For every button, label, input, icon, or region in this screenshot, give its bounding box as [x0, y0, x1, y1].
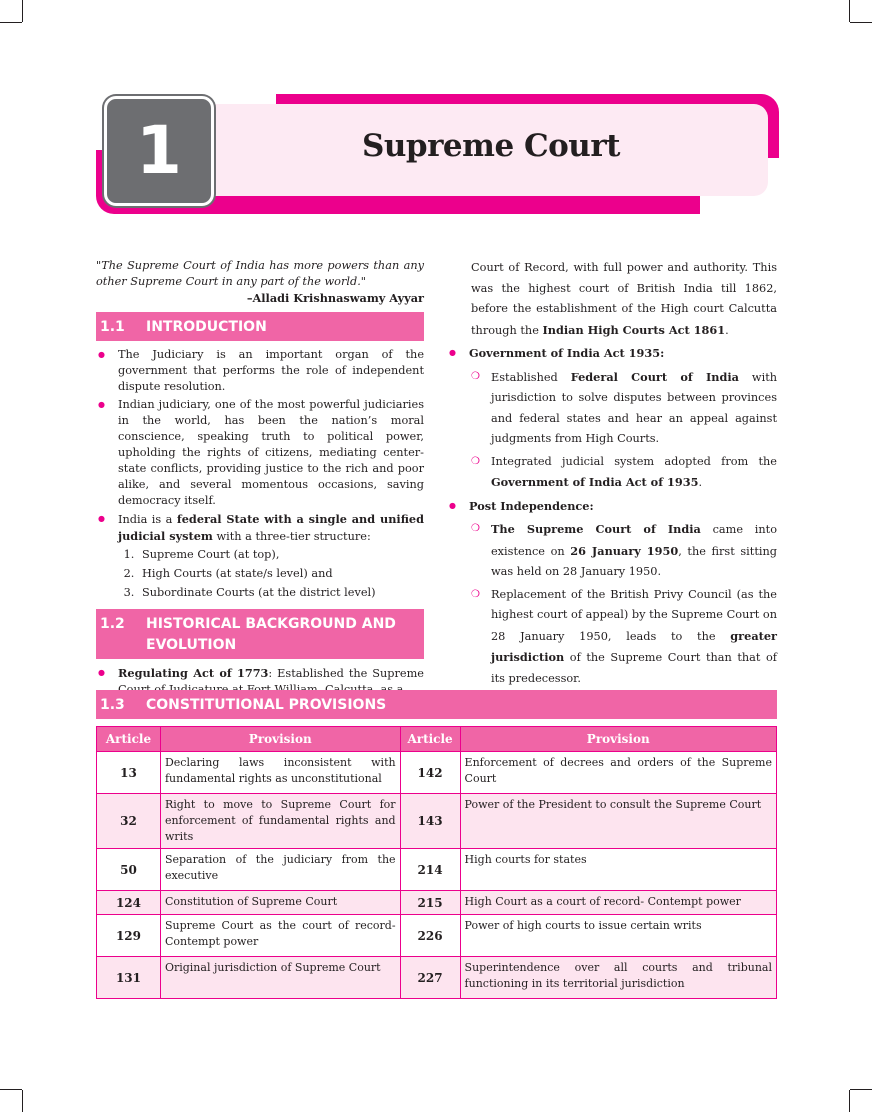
section-number: 1.3	[100, 697, 125, 713]
provision-cell: Original jurisdiction of Supreme Court	[160, 957, 400, 999]
epigraph-quote: "The Supreme Court of India has more powers than any other Supreme Court in any part of the world."	[96, 259, 424, 288]
epigraph-author: –Alladi Krishnaswamy Ayyar	[246, 291, 424, 305]
crop-mark	[850, 22, 872, 23]
section-heading-introduction	[96, 312, 424, 341]
section-title: CONSTITUTIONAL PROVISIONS	[146, 697, 387, 713]
list-item: 2. High Courts (at state/s level) and	[138, 566, 424, 582]
crop-mark	[22, 0, 23, 22]
table-header-row	[97, 727, 777, 752]
table-row	[97, 794, 777, 849]
provision-cell: Constitution of Supreme Court	[160, 891, 400, 915]
crop-mark	[849, 1090, 850, 1112]
article-cell: 226	[400, 915, 460, 957]
list-item: ● The Judiciary is an important organ of the government that performs the role of independent dispute resolution.	[96, 347, 424, 395]
provision-cell: Enforcement of decrees and orders of the Supreme Court	[460, 752, 776, 794]
column-header: Provision	[160, 727, 400, 752]
article-cell: 131	[97, 957, 161, 999]
provision-cell: Separation of the judiciary from the executive	[160, 849, 400, 891]
provision-cell: Superintendence over all courts and tribunal functioning in its territorial jurisdiction	[460, 957, 776, 999]
table-row	[97, 849, 777, 891]
table-row	[97, 752, 777, 794]
chapter-title: Supreme Court	[361, 128, 620, 164]
section-heading-provisions	[96, 690, 777, 719]
list-item: ● Regulating Act of 1773: Established the Supreme	[96, 665, 424, 698]
column-header: Article	[97, 727, 161, 752]
provision-cell: Right to move to Supreme Court for enforcement of fundamental rights and writs	[160, 794, 400, 849]
article-cell: 50	[97, 849, 161, 891]
article-cell: 142	[400, 752, 460, 794]
crop-mark	[0, 22, 22, 23]
table-row	[97, 915, 777, 957]
table-row	[97, 891, 777, 915]
column-header: Article	[400, 727, 460, 752]
history-continuation: Court of Record, with full power and authority. This was the highest court of British India till 1862, before the establishment of the High court Calcutta through the Indian High Courts Act 1861.	[471, 261, 777, 337]
section-number: 1.1	[100, 319, 125, 335]
tier-list	[118, 547, 424, 601]
provision-cell: High Court as a court of record- Contempt power	[460, 891, 776, 915]
left-column	[96, 258, 424, 700]
article-cell: 13	[97, 752, 161, 794]
crop-mark	[850, 1089, 872, 1090]
table-row	[97, 957, 777, 999]
provision-cell: Power of the President to consult the Supreme Court	[460, 794, 776, 849]
article-cell: 143	[400, 794, 460, 849]
intro-list	[96, 347, 424, 601]
crop-mark	[849, 0, 850, 22]
section-heading-history	[96, 609, 424, 659]
crop-mark	[22, 1090, 23, 1112]
article-cell: 227	[400, 957, 460, 999]
history-list-continued	[447, 343, 777, 724]
article-cell: 215	[400, 891, 460, 915]
list-item: 3. Subordinate Courts (at the district level)	[138, 585, 424, 601]
provision-cell: Supreme Court as the court of record- Contempt power	[160, 915, 400, 957]
provision-cell: Declaring laws inconsistent with fundamental rights as unconstitutional	[160, 752, 400, 794]
list-item: 1. Supreme Court (at top),	[138, 547, 424, 563]
list-item: ❍ Integrated judicial system adopted from the Government of India Act of 1935.	[469, 452, 777, 494]
right-column	[447, 258, 777, 726]
provision-cell: Power of high courts to issue certain writs	[460, 915, 776, 957]
list-item: ❍ Replacement of the British Privy Council (as the highest court of appeal) by the Supreme Court on 28 January 1950, leads to the greater jurisdiction of the Supreme Court than that of its predecessor.	[469, 585, 777, 690]
provisions-table	[96, 726, 777, 999]
list-item: ❍ The Supreme Court of India came into existence on 26 January 1950, the first sitting was held on 28 January 1950.	[469, 519, 777, 583]
sub-list	[469, 367, 777, 494]
section-title: HISTORICAL BACKGROUND AND EVOLUTION	[146, 616, 396, 653]
section-title: INTRODUCTION	[146, 319, 267, 335]
section-number: 1.2	[100, 616, 125, 632]
crop-mark	[0, 1089, 22, 1090]
sub-list	[469, 519, 777, 689]
column-header: Provision	[460, 727, 776, 752]
list-item: ● India is a federal State with a single and unified judicial system with a three-tier structure: 1. Supreme Court (at top), 2. High Courts (at state/s level) and 3. Subordinate Courts (at the district level)	[96, 511, 424, 601]
provision-cell: High courts for states	[460, 849, 776, 891]
list-item: ● Government of India Act 1935: ❍ Established Federal Court of India with jurisdiction to solve disputes between provinces and federal states and hear an appeal against judgments from High Courts. ❍ Integrated judicial system adopted from the Government of India Act of 1935.	[447, 343, 777, 494]
article-cell: 214	[400, 849, 460, 891]
article-cell: 32	[97, 794, 161, 849]
article-cell: 129	[97, 915, 161, 957]
list-item: ● Indian judiciary, one of the most powerful judiciaries in the world, has been the nation’s moral conscience, speaking truth to political power, upholding the rights of citizens, mediating center-state conflicts, providing justice to the rich and poor alike, and several momentous occasions, saving democracy itself.	[96, 397, 424, 509]
chapter-number: 1	[104, 96, 214, 206]
list-item: ● Post Independence: ❍ The Supreme Court of India came into existence on 26 January 1950, the first sitting was held on 28 January 1950. ❍ Replacement of the British Privy Council (as the highest court of appeal) by the Supreme Court on 28 January 1950, leads to the greater jurisdiction of the Supreme Court than that of its predecessor.	[447, 496, 777, 690]
list-item: ❍ Established Federal Court of India with jurisdiction to solve disputes between provinces and federal states and hear an appeal against judgments from High Courts.	[469, 367, 777, 450]
article-cell: 124	[97, 891, 161, 915]
